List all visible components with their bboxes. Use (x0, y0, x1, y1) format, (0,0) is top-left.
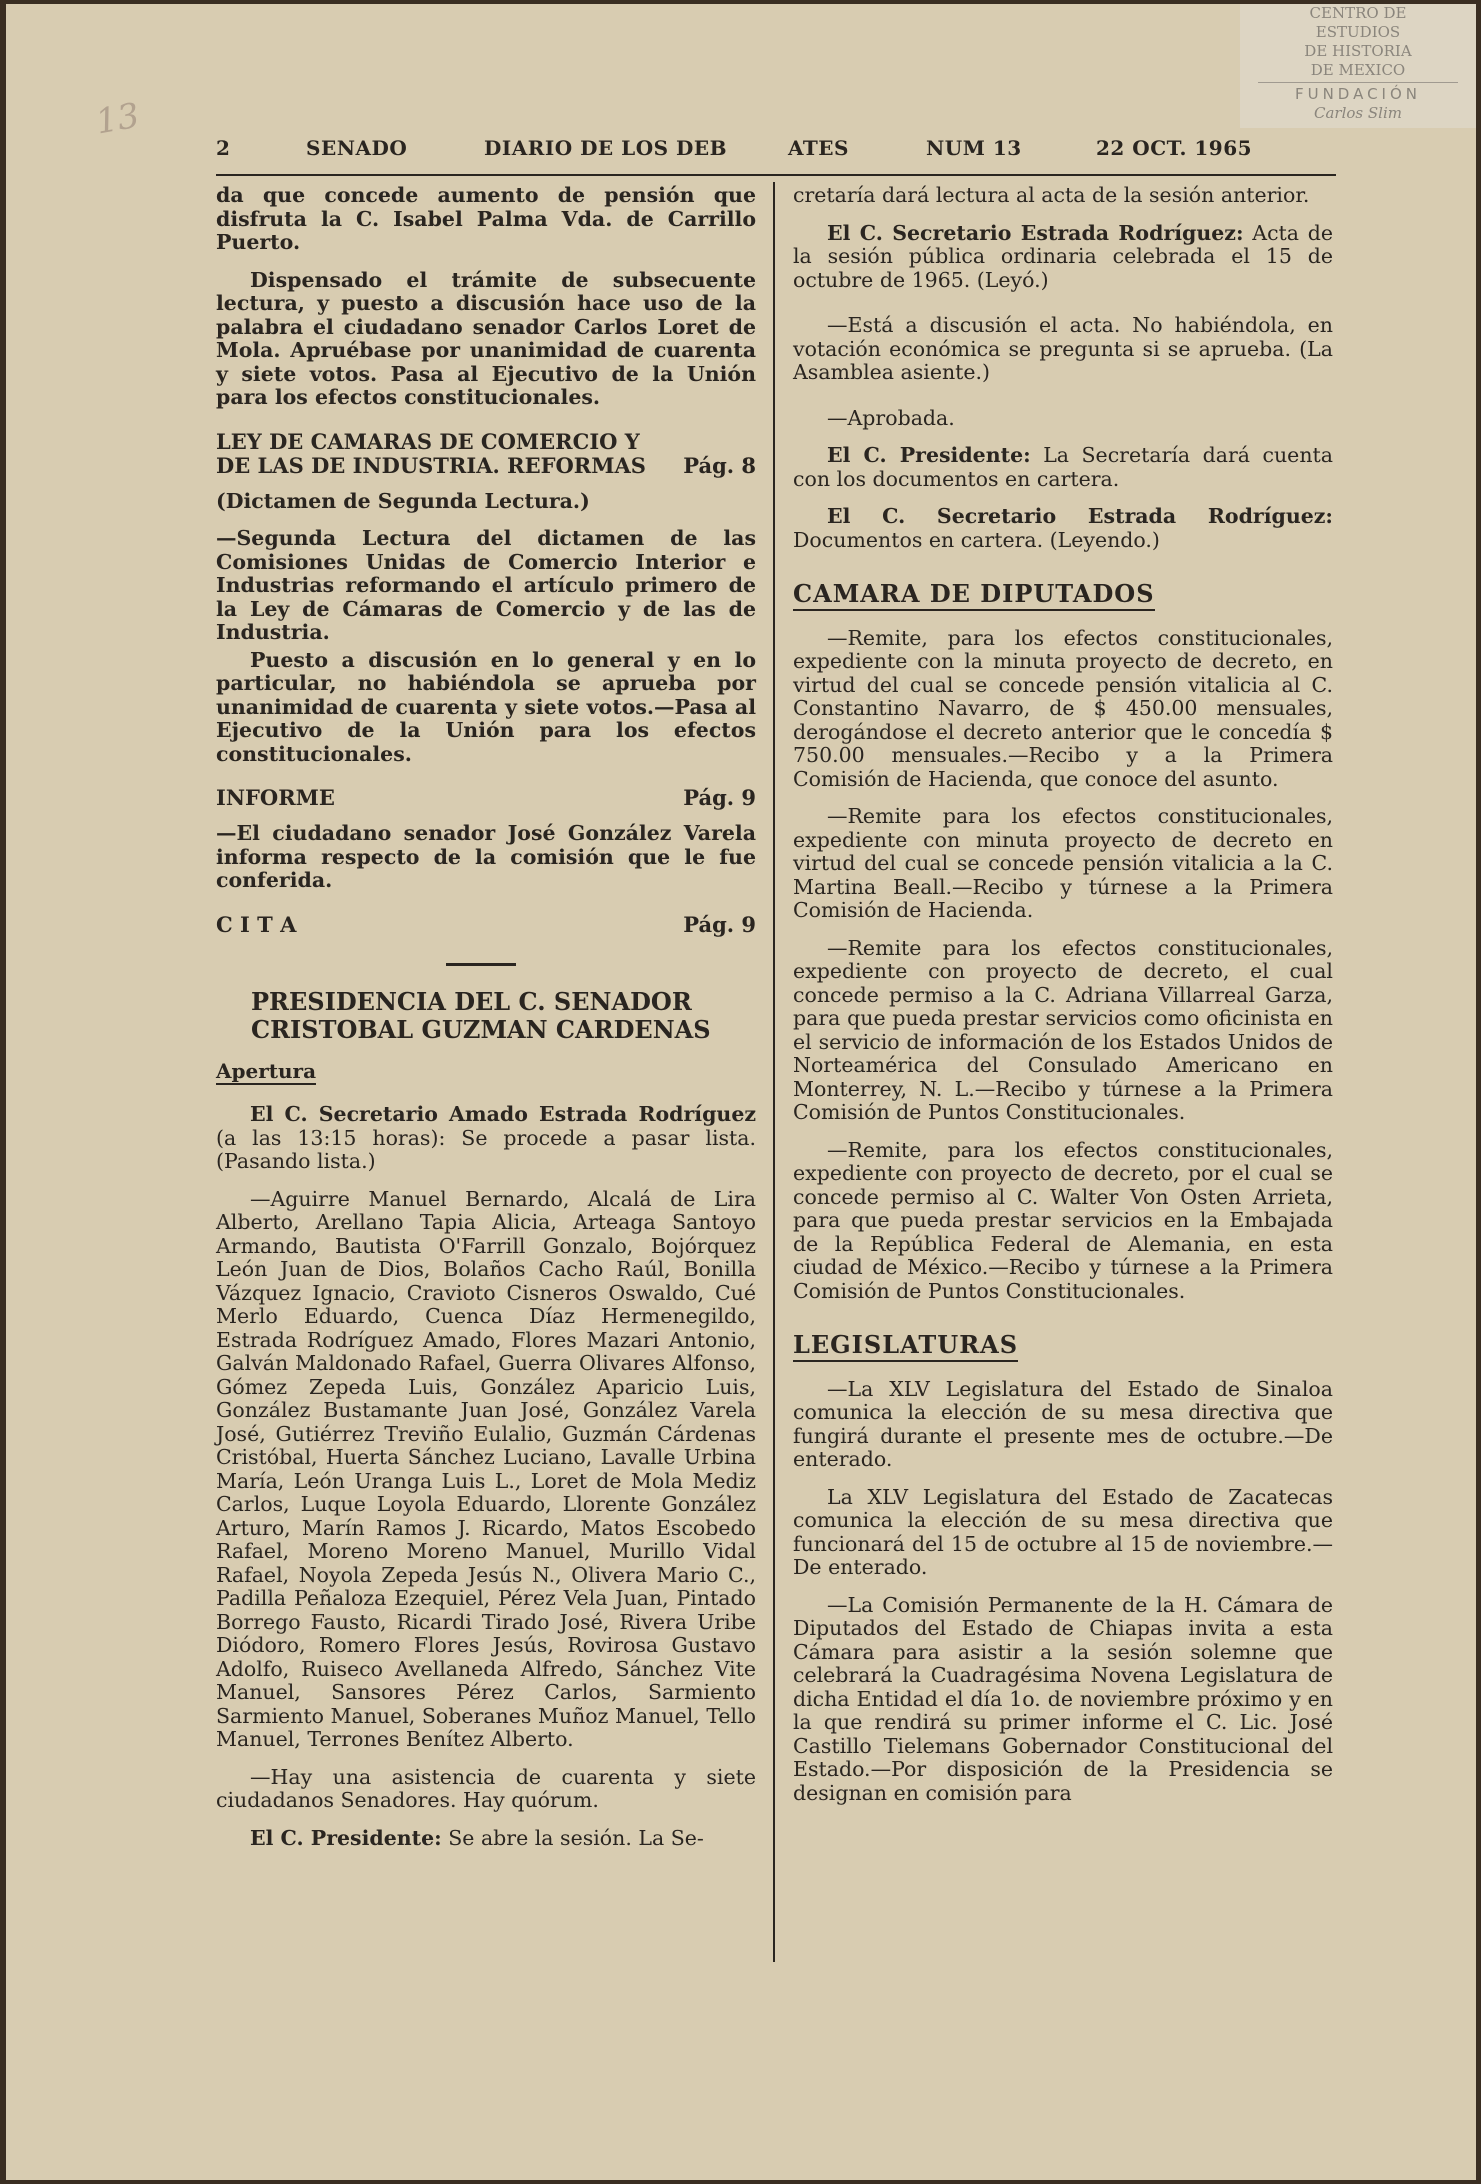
speaker: El C. Presidente: (250, 1825, 442, 1850)
watermark-text: DE HISTORIA (1304, 42, 1412, 60)
section-heading (216, 913, 756, 937)
watermark (1240, 4, 1476, 128)
section-title-line: LEY DE CAMARAS DE COMERCIO Y (216, 428, 640, 454)
speaker: El C. Secretario Estrada Rodríguez: (827, 220, 1244, 245)
paragraph: La XLV Legislatura del Estado de Zacatecas comunica la elección de su mesa directiva que funcionará del 15 de octubre al 15 de noviembre.—De enterado. (793, 1484, 1333, 1579)
paragraph (793, 505, 1333, 552)
issue-number: NUM 13 (926, 136, 1022, 160)
page-number: 2 (216, 136, 231, 160)
paragraph: —Remite para los efectos constitucionales, expediente con minuta proyecto de decreto en virtud del cual se concede pensión vitalicia a la C. Martina Beall.—Recibo y túrnese a la Primera Comisión de Hacienda. (793, 804, 1333, 922)
right-column (793, 184, 1333, 1819)
watermark-text: ESTUDIOS (1315, 23, 1401, 41)
paragraph: da que concede aumento de pensión que disfruta la C. Isabel Palma Vda. de Carrillo Puerto. (216, 183, 756, 254)
document-page (6, 4, 1476, 2180)
section-title-line: DE LAS DE INDUSTRIA. REFORMAS (216, 452, 646, 478)
publication-title: DIARIO DE LOS DEB (484, 136, 728, 160)
paragraph: —Aprobada. (827, 405, 955, 430)
margin-note: 13 (92, 95, 143, 143)
section-heading (216, 786, 756, 810)
chamber-label: SENADO (306, 136, 408, 160)
speech: Se abre la sesión. La Se- (448, 1825, 704, 1850)
watermark-rule (1258, 82, 1458, 83)
paragraph: —Hay una asistencia de cuarenta y siete ciudadanos Senadores. Hay quórum. (216, 1764, 756, 1812)
paragraph: —Remite para los efectos constitucionales, expediente con proyecto de decreto, el cual concede permiso a la C. Adriana Villarreal Garza, para que pueda prestar servicios como oficinista en el servicio de información de los Estados Unidos de Norteamérica del Consulado Americano en Monterrey, N. L.—Recibo y túrnese a la Primera Comisión de Puntos Constitucionales. (793, 935, 1333, 1124)
page-reference: Pág. 9 (683, 785, 756, 810)
section-subtitle: (Dictamen de Segunda Lectura.) (216, 488, 590, 513)
watermark-signature: Carlos Slim (1314, 104, 1402, 122)
watermark-text: DE MEXICO (1310, 61, 1406, 79)
subheading-apertura: Apertura (216, 1060, 316, 1086)
paragraph: Puesto a discusión en lo general y en lo particular, no habiéndola se aprueba por unanimidad de cuarenta y siete votos.—Pasa al Ejecutivo de la Unión para los efectos constitucionales. (216, 647, 756, 766)
paragraph (793, 444, 1333, 491)
speaker: El C. Secretario Estrada Rodríguez: (827, 504, 1333, 528)
presidency-heading (251, 988, 756, 1044)
separator-rule (446, 963, 516, 966)
paragraph: —El ciudadano senador José González Varela informa respecto de la comisión que le fue conferida. (216, 821, 756, 892)
paragraph: —La Comisión Permanente de la H. Cámara de Diputados del Estado de Chiapas invita a esta Cámara para asistir a la sesión solemne que celebrará la Cuadragésima Novena Legislatura de dicha Entidad el día 1o. de noviembre próximo y en la que rendirá su primer informe el C. Lic. José Castillo Tielemans Gobernador Constitucional del Estado.—Por disposición de la Presidencia se designan en comisión para (793, 1592, 1333, 1805)
left-column (216, 184, 756, 1864)
paragraph: —Remite, para los efectos constitucionales, expediente con la minuta proyecto de decreto, en virtud del cual se concede pensión vitalicia al C. Constantino Navarro, de $ 450.00 mensuales, derogándose el decreto anterior que le concedía $ 750.00 mensuales.—Recibo y a la Primera Comisión de Hacienda, que conoce del asunto. (793, 625, 1333, 791)
paragraph: Dispensado el trámite de subsecuente lectura, y puesto a discusión hace uso de la palabra el ciudadano senador Carlos Loret de Mola. Apruébase por unanimidad de cuarenta y siete votos. Pasa al Ejecutivo de la Unión para los efectos constitucionales. (216, 267, 756, 409)
watermark-text: CENTRO DE (1309, 4, 1407, 22)
speaker: El C. Secretario Amado Estrada Rodríguez (250, 1102, 756, 1126)
speech: La Secretaría dará cuenta con los documentos en cartera. (793, 443, 1333, 491)
paragraph (216, 1827, 756, 1851)
paragraph: —Remite, para los efectos constitucionales, expediente con proyecto de decreto, por el cual se concede permiso al C. Walter Von Osten Arrieta, para que pueda prestar servicios en la Embajada de la República Federal de Alemania, en esta ciudad de México.—Recibo y túrnese a la Primera Comisión de Puntos Constitucionales. (793, 1137, 1333, 1303)
page-reference: Pág. 8 (683, 452, 756, 478)
speech: Acta de la sesión pública ordinaria celebrada el 15 de octubre de 1965. (Leyó.) (793, 220, 1333, 292)
speech: Documentos en cartera. (Leyendo.) (793, 527, 1160, 552)
section-title: INFORME (216, 785, 335, 810)
section-heading-legislaturas: LEGISLATURAS (793, 1333, 1018, 1362)
section-heading (216, 430, 756, 478)
page-reference: Pág. 9 (683, 911, 756, 937)
publication-title-end: ATES (788, 136, 849, 160)
section-heading-camara: CAMARA DE DIPUTADOS (793, 582, 1155, 611)
paragraph: —La XLV Legislatura del Estado de Sinaloa comunica la elección de su mesa directiva que fungirá durante el presente mes de octubre.—De enterado. (793, 1376, 1333, 1471)
page-header (216, 136, 1256, 166)
section-title: C I T A (216, 911, 297, 937)
watermark-text: FUNDACIÓN (1294, 85, 1422, 103)
speaker: El C. Presidente: (827, 443, 1031, 467)
header-rule (216, 174, 1336, 176)
heading-line: PRESIDENCIA DEL C. SENADOR (251, 986, 692, 1016)
column-divider (773, 182, 775, 1962)
speech: (a las 13:15 horas): Se procede a pasar lista. (Pasando lista.) (216, 1125, 756, 1173)
heading-line: CRISTOBAL GUZMAN CARDENAS (251, 1014, 711, 1044)
paragraph: —Está a discusión el acta. No habiéndola, en votación económica se pregunta si se aprueba. (La Asamblea asiente.) (793, 313, 1333, 384)
paragraph (216, 1103, 756, 1174)
paragraph: cretaría dará lectura al acta de la sesión anterior. (793, 183, 1310, 207)
paragraph: —Segunda Lectura del dictamen de las Comisiones Unidas de Comercio Interior e Industrias reformando el artículo primero de la Ley de Cámaras de Comercio y de las de Industria. (216, 526, 756, 644)
roll-call: —Aguirre Manuel Bernardo, Alcalá de Lira Alberto, Arellano Tapia Alicia, Arteaga Santoyo Armando, Bautista O'Farrill Gonzalo, Bojórquez León Juan de Dios, Bolaños Cacho Raúl, Bonilla Vázquez Ignacio, Cravioto Cisneros Oswaldo, Cué Merlo Eduardo, Cuenca Díaz Hermenegildo, Estrada Rodríguez Amado, Flores Mazari Antonio, Galván Maldonado Rafael, Guerra Olivares Alfonso, Gómez Zepeda Luis, González Aparicio Luis, González Bustamante Juan José, González Varela José, Gutiérrez Treviño Eulalio, Guzmán Cárdenas Cristóbal, Huerta Sánchez Luciano, Lavalle Urbina María, León Uranga Luis L., Loret de Mola Mediz Carlos, Luque Loyola Eduardo, Llorente González Arturo, Marín Ramos J. Ricardo, Matos Escobedo Rafael, Moreno Moreno Manuel, Murillo Vidal Rafael, Noyola Zepeda Jesús N., Olivera Mario C., Padilla Peñaloza Ezequiel, Pérez Vela Juan, Pintado Borrego Fausto, Ricardi Tirado José, Rivera Uribe Diódoro, Romero Flores Jesús, Rovirosa Gustavo Adolfo, Ruiseco Avellaneda Alfredo, Sánchez Vite Manuel, Sansores Pérez Carlos, Sarmiento Sarmiento Manuel, Soberanes Muñoz Manuel, Tello Manuel, Terrones Benítez Alberto. (216, 1186, 756, 1751)
paragraph (793, 222, 1333, 293)
issue-date: 22 OCT. 1965 (1096, 136, 1253, 160)
